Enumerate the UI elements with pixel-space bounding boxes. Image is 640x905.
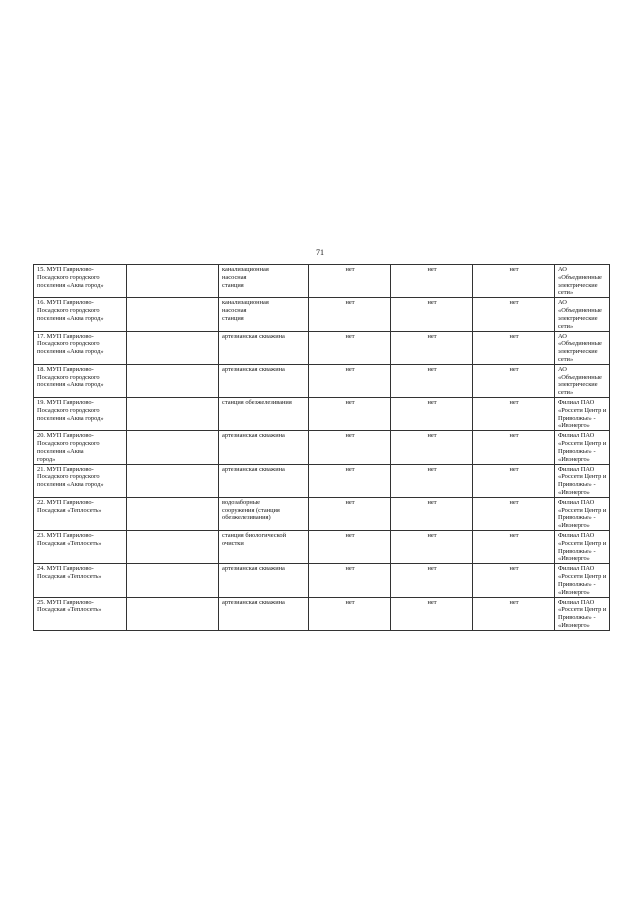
value-cell xyxy=(309,265,391,298)
organization-cell xyxy=(34,464,127,497)
organization-cell xyxy=(34,331,127,364)
value-cell-text: нет xyxy=(427,299,437,307)
value-cell-text: нет xyxy=(509,399,519,406)
value-cell-text: нет xyxy=(345,532,355,539)
organization-cell xyxy=(34,398,127,431)
value-cell-text: нет xyxy=(345,432,355,440)
organization-cell-text: 15. МУП Гаврилово- Посадского городского поселения «Аква город» xyxy=(37,266,104,289)
value-cell-text: нет xyxy=(345,299,355,307)
value-cell xyxy=(473,398,555,431)
value-cell xyxy=(309,564,391,597)
supplier-cell xyxy=(555,531,610,564)
value-cell-text: нет xyxy=(345,399,355,406)
blank-cell xyxy=(127,265,219,298)
value-cell-text: нет xyxy=(345,465,355,473)
object-cell xyxy=(219,531,309,564)
value-cell xyxy=(309,364,391,397)
value-cell-text: нет xyxy=(509,532,519,539)
supplier-cell-text: Филиал ПАО «Россети Центр и Приволжье» - «Ивэнерго» xyxy=(558,399,607,430)
organization-cell xyxy=(34,564,127,597)
organization-cell xyxy=(34,431,127,464)
value-cell-text: нет xyxy=(427,598,437,606)
value-cell-text: нет xyxy=(427,432,437,440)
object-cell-text: артезианская скважина xyxy=(222,332,285,340)
value-cell-text: нет xyxy=(345,598,355,606)
table-row xyxy=(34,398,610,431)
value-cell-text: нет xyxy=(427,332,437,340)
value-cell xyxy=(309,298,391,331)
object-cell xyxy=(219,298,309,331)
object-cell xyxy=(219,464,309,497)
blank-cell xyxy=(127,597,219,630)
value-cell xyxy=(473,564,555,597)
value-cell-text: нет xyxy=(509,266,519,273)
value-cell-text: нет xyxy=(345,332,355,340)
object-cell xyxy=(219,431,309,464)
value-cell xyxy=(391,431,473,464)
value-cell-text: нет xyxy=(427,399,437,406)
organization-cell-text: 19. МУП Гаврилово- Посадского городского поселения «Аква город» xyxy=(37,399,104,422)
value-cell xyxy=(391,331,473,364)
blank-cell xyxy=(127,464,219,497)
object-cell-text: артезианская скважина xyxy=(222,565,285,573)
table-row xyxy=(34,331,610,364)
table-row xyxy=(34,265,610,298)
organization-cell-text: 22. МУП Гаврилово- Посадская «Теплосеть» xyxy=(37,498,102,514)
value-cell xyxy=(473,298,555,331)
object-cell-text: артезианская скважина xyxy=(222,365,285,373)
object-cell-text: артезианская скважина xyxy=(222,465,285,473)
value-cell xyxy=(391,564,473,597)
supplier-cell xyxy=(555,431,610,464)
organization-cell xyxy=(34,265,127,298)
organization-cell xyxy=(34,531,127,564)
value-cell-text: нет xyxy=(345,365,355,373)
organization-cell-text: 16. МУП Гаврилово- Посадского городского поселения «Аква город» xyxy=(37,299,104,322)
object-cell-text: станция обезжелезивания xyxy=(222,399,292,406)
organization-cell xyxy=(34,597,127,630)
value-cell xyxy=(309,597,391,630)
blank-cell xyxy=(127,431,219,464)
supplier-cell xyxy=(555,364,610,397)
value-cell-text: нет xyxy=(345,498,355,506)
value-cell xyxy=(309,398,391,431)
table-row xyxy=(34,431,610,464)
organization-cell-text: 18. МУП Гаврилово- Посадского городского поселения «Аква город» xyxy=(37,365,104,389)
value-cell-text: нет xyxy=(509,498,519,506)
value-cell xyxy=(391,265,473,298)
supplier-cell-text: Филиал ПАО «Россети Центр и Приволжье» - «Ивэнерго» xyxy=(558,432,607,463)
supplier-cell xyxy=(555,298,610,331)
supplier-cell xyxy=(555,597,610,630)
object-cell-text: артезианская скважина xyxy=(222,432,285,440)
value-cell-text: нет xyxy=(345,266,355,273)
value-cell-text: нет xyxy=(345,565,355,573)
table-body xyxy=(34,265,610,631)
supplier-cell-text: АО «Объединенные электрические сети» xyxy=(558,266,602,297)
table-row xyxy=(34,564,610,597)
value-cell xyxy=(473,364,555,397)
value-cell xyxy=(473,497,555,530)
value-cell xyxy=(473,431,555,464)
value-cell xyxy=(309,497,391,530)
page-number: 71 xyxy=(316,248,324,257)
blank-cell xyxy=(127,298,219,331)
object-cell xyxy=(219,331,309,364)
supplier-cell xyxy=(555,398,610,431)
blank-cell xyxy=(127,398,219,431)
blank-cell xyxy=(127,497,219,530)
object-cell-text: артезианская скважина xyxy=(222,598,285,606)
object-cell-text: водозаборные сооружения (станция обезжелезивания) xyxy=(222,498,280,522)
organization-cell-text: 17. МУП Гаврилово- Посадского городского поселения «Аква город» xyxy=(37,332,104,356)
table-row xyxy=(34,497,610,530)
value-cell xyxy=(473,464,555,497)
organization-cell xyxy=(34,364,127,397)
value-cell xyxy=(473,531,555,564)
organization-cell-text: 24. МУП Гаврилово- Посадская «Теплосеть» xyxy=(37,565,102,581)
blank-cell xyxy=(127,331,219,364)
value-cell-text: нет xyxy=(509,565,519,573)
supplier-cell-text: АО «Объединенные электрические сети» xyxy=(558,332,602,363)
facilities-table xyxy=(33,264,610,631)
supplier-cell-text: Филиал ПАО «Россети Центр и Приволжье» - «Ивэнерго» xyxy=(558,498,607,530)
value-cell xyxy=(309,531,391,564)
supplier-cell xyxy=(555,265,610,298)
organization-cell xyxy=(34,497,127,530)
value-cell xyxy=(473,597,555,630)
object-cell xyxy=(219,597,309,630)
object-cell-text: канализационная насосная станция xyxy=(222,299,269,322)
organization-cell-text: 21. МУП Гаврилово- Посадского городского поселения «Аква город» xyxy=(37,465,104,489)
object-cell xyxy=(219,398,309,431)
value-cell xyxy=(391,597,473,630)
supplier-cell xyxy=(555,564,610,597)
object-cell xyxy=(219,265,309,298)
supplier-cell-text: Филиал ПАО «Россети Центр и Приволжье» - «Ивэнерго» xyxy=(558,565,607,596)
value-cell-text: нет xyxy=(427,465,437,473)
supplier-cell-text: Филиал ПАО «Россети Центр и Приволжье» - «Ивэнерго» xyxy=(558,532,607,563)
blank-cell xyxy=(127,364,219,397)
value-cell-text: нет xyxy=(509,432,519,440)
value-cell-text: нет xyxy=(509,465,519,473)
value-cell xyxy=(391,398,473,431)
value-cell xyxy=(309,431,391,464)
blank-cell xyxy=(127,564,219,597)
table-row xyxy=(34,464,610,497)
value-cell-text: нет xyxy=(509,365,519,373)
value-cell-text: нет xyxy=(509,332,519,340)
value-cell xyxy=(391,464,473,497)
supplier-cell-text: АО «Объединенные электрические сети» xyxy=(558,299,602,330)
value-cell xyxy=(391,298,473,331)
supplier-cell xyxy=(555,464,610,497)
object-cell-text: канализационная насосная станция xyxy=(222,266,269,289)
value-cell xyxy=(309,331,391,364)
table-row xyxy=(34,364,610,397)
organization-cell-text: 25. МУП Гаврилово- Посадская «Теплосеть» xyxy=(37,598,102,614)
value-cell-text: нет xyxy=(427,532,437,539)
object-cell xyxy=(219,564,309,597)
object-cell-text: станция биологической очистки xyxy=(222,532,286,547)
value-cell xyxy=(473,331,555,364)
value-cell xyxy=(391,364,473,397)
table-row xyxy=(34,298,610,331)
value-cell xyxy=(391,531,473,564)
supplier-cell-text: Филиал ПАО «Россети Центр и Приволжье» - «Ивэнерго» xyxy=(558,598,607,629)
value-cell-text: нет xyxy=(427,266,437,273)
object-cell xyxy=(219,364,309,397)
organization-cell-text: 23. МУП Гаврилово- Посадская «Теплосеть» xyxy=(37,532,102,547)
value-cell xyxy=(391,497,473,530)
value-cell-text: нет xyxy=(427,365,437,373)
organization-cell-text: 20. МУП Гаврилово- Посадского городского поселения «Аква город» xyxy=(37,432,100,463)
table-row xyxy=(34,531,610,564)
supplier-cell-text: АО «Объединенные электрические сети» xyxy=(558,365,602,397)
table-row xyxy=(34,597,610,630)
organization-cell xyxy=(34,298,127,331)
object-cell xyxy=(219,497,309,530)
value-cell xyxy=(309,464,391,497)
value-cell-text: нет xyxy=(427,498,437,506)
supplier-cell xyxy=(555,497,610,530)
supplier-cell-text: Филиал ПАО «Россети Центр и Приволжье» - «Ивэнерго» xyxy=(558,465,607,496)
value-cell-text: нет xyxy=(509,299,519,307)
value-cell-text: нет xyxy=(427,565,437,573)
supplier-cell xyxy=(555,331,610,364)
value-cell-text: нет xyxy=(509,598,519,606)
blank-cell xyxy=(127,531,219,564)
value-cell xyxy=(473,265,555,298)
